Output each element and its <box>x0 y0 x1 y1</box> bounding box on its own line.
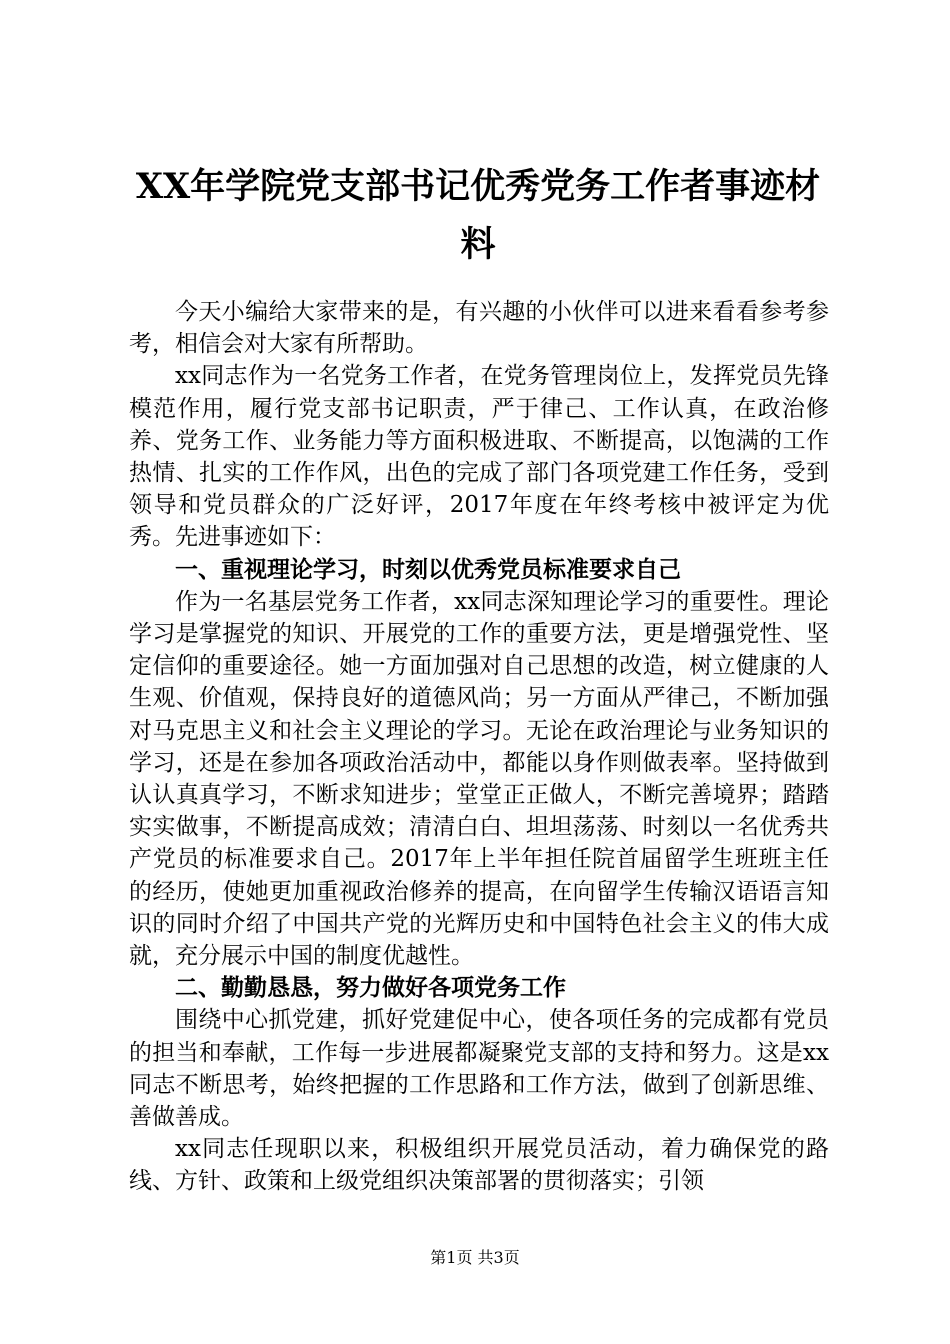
summary-paragraph: xx同志作为一名党务工作者，在党务管理岗位上，发挥党员先锋模范作用，履行党支部书记职责，严于律己、工作认真，在政治修养、党务工作、业务能力等方面积极进取、不断提高，以饱满的工作热情、扎实的工作作风，出色的完成了部门各项党建工作任务，受到领导和党员群众的广泛好评，2017年度在年终考核中被评定为优秀。先进事迹如下： <box>129 363 829 551</box>
section-1-paragraph: 作为一名基层党务工作者，xx同志深知理论学习的重要性。理论学习是掌握党的知识、开展党的工作的重要方法，更是增强党性、坚定信仰的重要途径。她一方面加强对自己思想的改造，树立健康的人生观、价值观，保持良好的道德风尚；另一方面从严律己，不断加强对马克思主义和社会主义理论的学习。无论在政治理论与业务知识的学习，还是在参加各项政治活动中，都能以身作则做表率。坚持做到认认真真学习，不断求知进步；堂堂正正做人，不断完善境界；踏踏实实做事，不断提高成效；清清白白、坦坦荡荡、时刻以一名优秀共产党员的标准要求自己。2017年上半年担任院首届留学生班班主任的经历，使她更加重视政治修养的提高，在向留学生传输汉语语言知识的同时介绍了中国共产党的光辉历史和中国特色社会主义的伟大成就，充分展示中国的制度优越性。 <box>129 588 829 970</box>
section-heading-1: 一、重视理论学习，时刻以优秀党员标准要求自己 <box>175 555 681 583</box>
section-2-paragraph-2: xx同志任现职以来，积极组织开展党员活动，着力确保党的路线、方针、政策和上级党组织决策部署的贯彻落实；引领 <box>129 1136 829 1195</box>
document-title: XX年学院党支部书记优秀党务工作者事迹材料 <box>135 166 821 265</box>
section-heading-2: 二、勤勤恳恳，努力做好各项党务工作 <box>175 974 566 1002</box>
page-footer: 第1页 共3页 <box>430 1248 520 1267</box>
document-body <box>129 296 829 1198</box>
section-2-paragraph-1: 围绕中心抓党建，抓好党建促中心，使各项任务的完成都有党员的担当和奉献，工作每一步进展都凝聚党支部的支持和努力。这是xx同志不断思考，始终把握的工作思路和工作方法，做到了创新思维、善做善成。 <box>129 1007 829 1131</box>
intro-paragraph: 今天小编给大家带来的是，有兴趣的小伙伴可以进来看看参考参考，相信会对大家有所帮助。 <box>129 299 829 358</box>
